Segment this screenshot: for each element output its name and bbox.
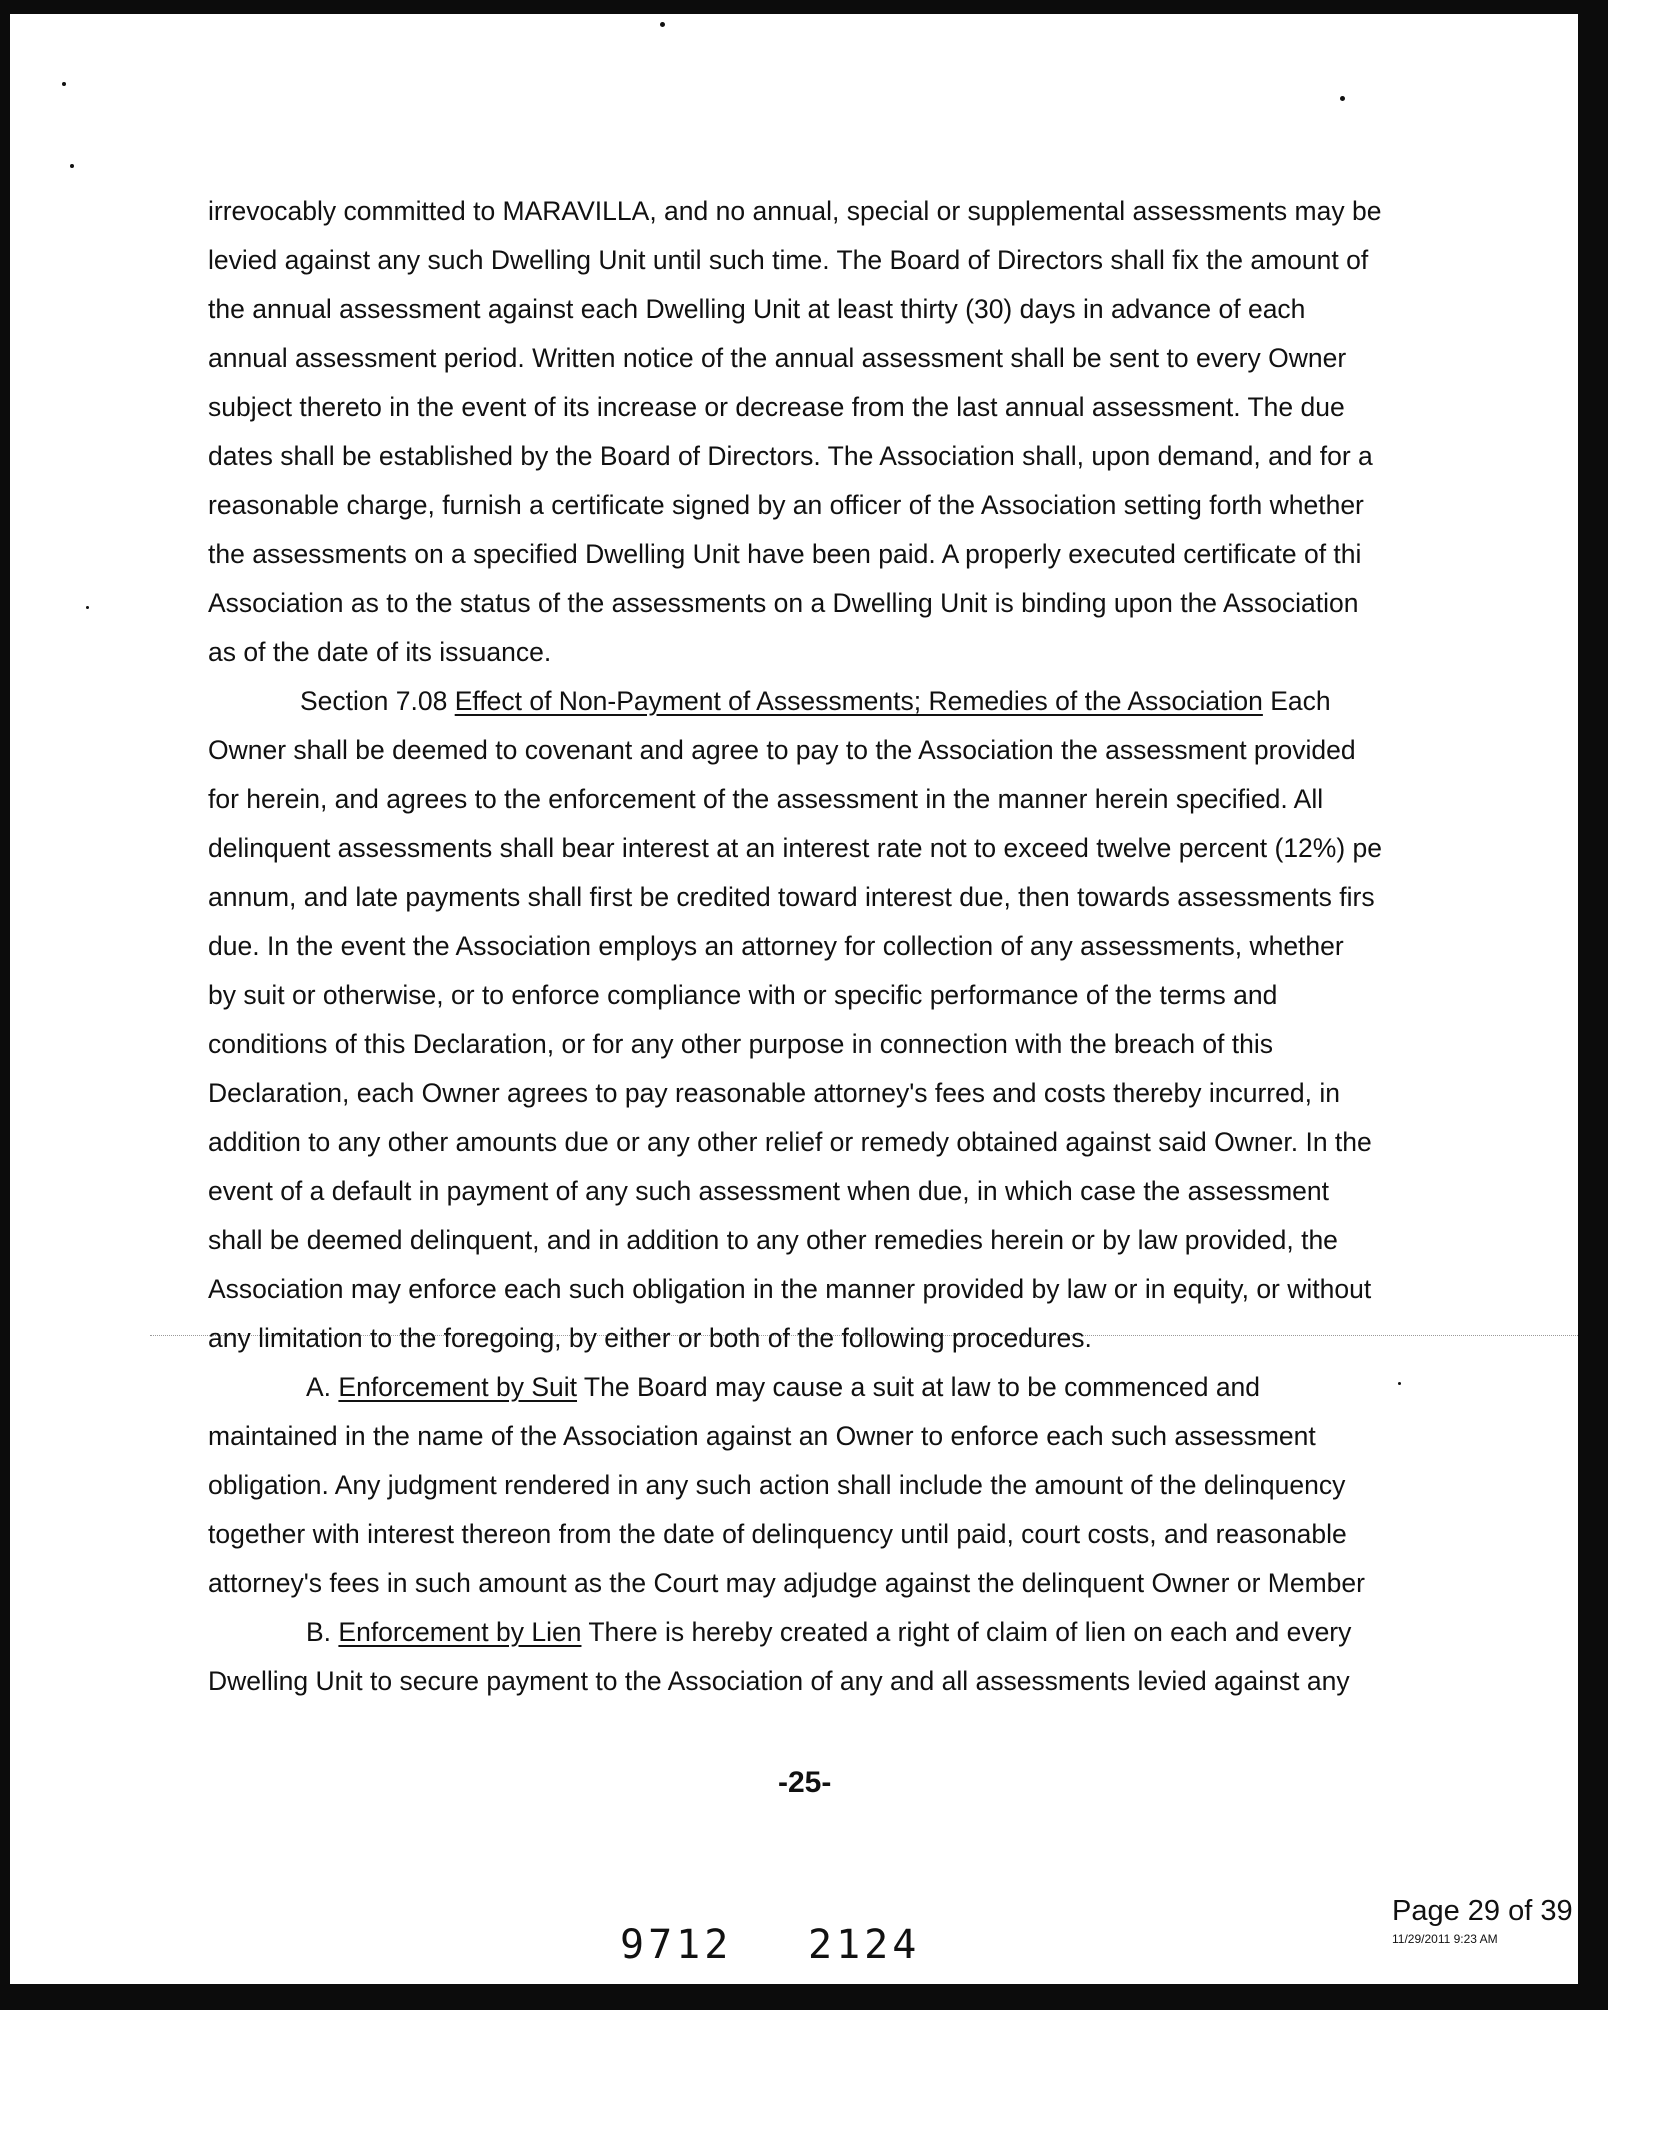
subsection-heading-suffix: The Board may cause a suit at law to be commenced and bbox=[577, 1372, 1261, 1402]
scan-speck bbox=[1398, 1382, 1401, 1385]
body-line: due. In the event the Association employs an attorney for collection of any assessments, whether bbox=[208, 931, 1344, 961]
body-line: dates shall be established by the Board of Directors. The Association shall, upon demand, and for a bbox=[208, 441, 1373, 471]
subsection-heading-line bbox=[306, 1372, 1260, 1403]
scan-border-right bbox=[1578, 0, 1608, 2010]
body-line: Association may enforce each such obligation in the manner provided by law or in equity, or without bbox=[208, 1274, 1372, 1304]
body-line: obligation. Any judgment rendered in any such action shall include the amount of the delinquency bbox=[208, 1470, 1346, 1500]
body-line: attorney's fees in such amount as the Court may adjudge against the delinquent Owner or Member bbox=[208, 1568, 1365, 1598]
scan-speck bbox=[86, 606, 89, 609]
subsection-letter: A. bbox=[306, 1372, 339, 1402]
body-line: the assessments on a specified Dwelling Unit have been paid. A properly executed certificate of thi bbox=[208, 539, 1362, 569]
body-line: Owner shall be deemed to covenant and agree to pay to the Association the assessment provided bbox=[208, 735, 1356, 765]
body-line: shall be deemed delinquent, and in addition to any other remedies herein or by law provided, the bbox=[208, 1225, 1338, 1255]
scan-border-top bbox=[0, 0, 1608, 14]
scan-speck bbox=[62, 82, 66, 86]
page-number: -25- bbox=[778, 1766, 832, 1799]
body-line: together with interest thereon from the date of delinquency until paid, court costs, and reasonable bbox=[208, 1519, 1347, 1549]
scan-border-bottom bbox=[0, 1984, 1608, 2010]
body-line: as of the date of its issuance. bbox=[208, 637, 552, 667]
body-line: event of a default in payment of any such assessment when due, in which case the assessment bbox=[208, 1176, 1329, 1206]
body-line: Association as to the status of the assessments on a Dwelling Unit is binding upon the Association bbox=[208, 588, 1359, 618]
body-line: any limitation to the foregoing, by either or both of the following procedures. bbox=[208, 1323, 1092, 1353]
print-timestamp: 11/29/2011 9:23 AM bbox=[1392, 1932, 1498, 1946]
subsection-letter: B. bbox=[306, 1617, 339, 1647]
section-number: Section 7.08 bbox=[300, 686, 455, 716]
body-line: by suit or otherwise, or to enforce compliance with or specific performance of the terms and bbox=[208, 980, 1278, 1010]
subsection-heading-line bbox=[306, 1617, 1351, 1648]
body-line: levied against any such Dwelling Unit until such time. The Board of Directors shall fix the amount of bbox=[208, 245, 1369, 275]
body-line: reasonable charge, furnish a certificate signed by an officer of the Association setting forth whether bbox=[208, 490, 1364, 520]
scan-speck bbox=[1340, 96, 1345, 101]
body-line: annum, and late payments shall first be credited toward interest due, then towards assessments firs bbox=[208, 882, 1375, 912]
body-line: delinquent assessments shall bear interest at an interest rate not to exceed twelve percent (12%) pe bbox=[208, 833, 1383, 863]
section-heading-suffix: Each bbox=[1262, 686, 1331, 716]
body-line: Declaration, each Owner agrees to pay reasonable attorney's fees and costs thereby incurred, in bbox=[208, 1078, 1340, 1108]
page-counter: Page 29 of 39 bbox=[1392, 1895, 1573, 1927]
body-line: addition to any other amounts due or any other relief or remedy obtained against said Owner. In the bbox=[208, 1127, 1372, 1157]
subsection-title: Enforcement by Suit bbox=[338, 1372, 578, 1402]
section-title: Effect of Non-Payment of Assessments; Remedies of the Association bbox=[454, 686, 1263, 716]
body-line: for herein, and agrees to the enforcement of the assessment in the manner herein specified. All bbox=[208, 784, 1324, 814]
scan-speck bbox=[660, 22, 665, 27]
body-line: the annual assessment against each Dwelling Unit at least thirty (30) days in advance of each bbox=[208, 294, 1306, 324]
scan-border-left bbox=[0, 0, 10, 2010]
body-line: maintained in the name of the Association against an Owner to enforce each such assessment bbox=[208, 1421, 1316, 1451]
book-page-number: 2124 bbox=[808, 1922, 921, 1968]
body-line: Dwelling Unit to secure payment to the Association of any and all assessments levied against any bbox=[208, 1666, 1350, 1696]
body-line: conditions of this Declaration, or for any other purpose in connection with the breach of this bbox=[208, 1029, 1274, 1059]
scan-speck bbox=[70, 164, 74, 168]
body-line: irrevocably committed to MARAVILLA, and no annual, special or supplemental assessments may be bbox=[208, 196, 1382, 226]
subsection-title: Enforcement by Lien bbox=[338, 1617, 582, 1647]
body-line: annual assessment period. Written notice of the annual assessment shall be sent to every Owner bbox=[208, 343, 1347, 373]
body-line: subject thereto in the event of its increase or decrease from the last annual assessment. The due bbox=[208, 392, 1345, 422]
section-heading-line bbox=[300, 686, 1331, 717]
subsection-heading-suffix: There is hereby created a right of claim of lien on each and every bbox=[581, 1617, 1352, 1647]
book-number: 9712 bbox=[620, 1922, 733, 1968]
